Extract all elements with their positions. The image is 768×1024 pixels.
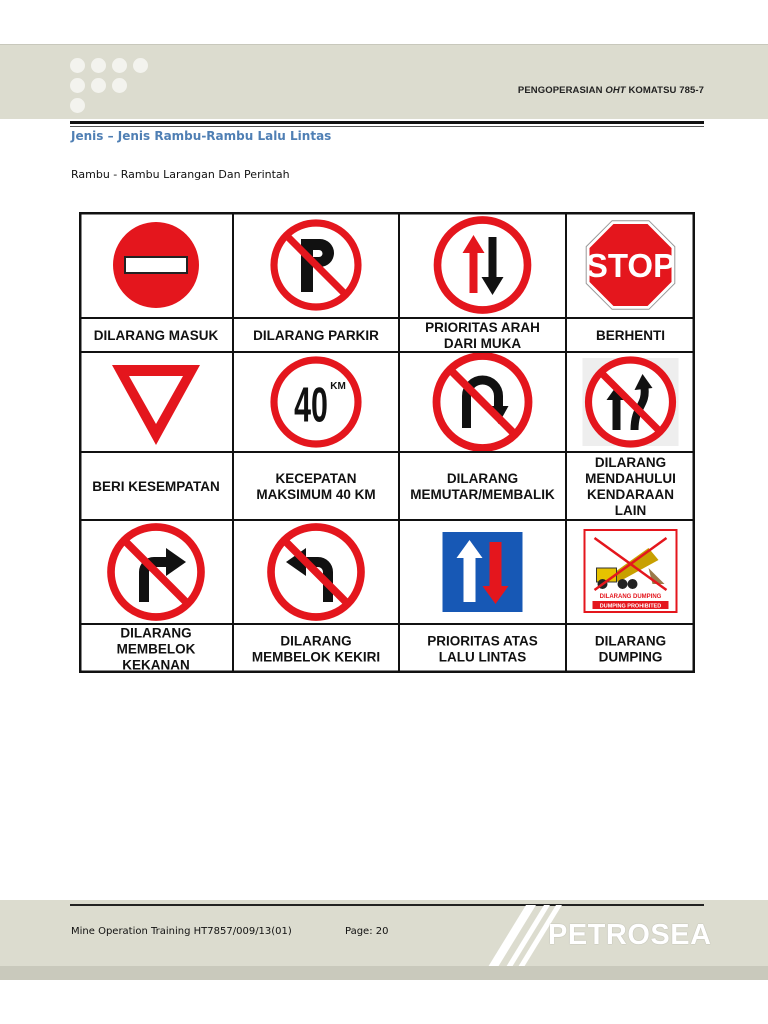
sign-label: BERHENTI	[595, 328, 666, 343]
sign-label: KEKANAN	[122, 657, 190, 673]
footer-band	[0, 966, 768, 980]
traffic-signs-table	[79, 212, 695, 673]
sign-label: KENDARAAN	[587, 487, 674, 502]
sign-cell-priority-over-oncoming	[427, 532, 538, 665]
speed-limit-icon	[274, 360, 358, 444]
footer-page-number: Page: 20	[345, 926, 389, 937]
speed-limit-unit: KM	[330, 381, 346, 392]
sign-cell-no-right-turn	[111, 527, 201, 673]
dumping-sign-text-en: DUMPING PROHIBITED	[599, 603, 662, 610]
no-right-turn-icon	[111, 527, 201, 617]
sign-label: LALU LINTAS	[438, 649, 527, 665]
document-title: PENGOPERASIAN OHT KOMATSU 785-7	[517, 85, 704, 96]
petrosea-logo: PETROSEA	[548, 919, 712, 951]
no-entry-icon	[113, 222, 199, 308]
no-left-turn-icon	[271, 527, 361, 617]
sign-label: PRIORITAS ATAS	[427, 633, 538, 649]
sign-label: DARI MUKA	[443, 336, 522, 351]
sign-label: DILARANG PARKIR	[253, 328, 379, 343]
no-dumping-icon	[585, 530, 677, 612]
priority-over-oncoming-icon	[443, 532, 523, 612]
sign-label: DILARANG	[446, 471, 519, 486]
page-heading: Jenis – Jenis Rambu-Rambu Lalu Lintas	[71, 129, 332, 143]
sign-label: MEMUTAR/MEMBALIK	[410, 487, 555, 502]
page-header	[0, 44, 768, 119]
stop-sign-text: STOP	[585, 247, 676, 284]
no-overtaking-icon	[583, 358, 679, 446]
sign-cell-oncoming-priority	[425, 220, 540, 351]
sign-label: PRIORITAS ARAH	[425, 320, 540, 335]
sign-label: DUMPING	[598, 649, 663, 665]
sign-label: DILARANG	[594, 455, 667, 470]
stop-sign-icon	[586, 221, 675, 310]
no-u-turn-icon	[437, 356, 529, 448]
dumping-sign-text: DILARANG DUMPING	[599, 594, 662, 600]
page-subheading: Rambu - Rambu Larangan Dan Perintah	[71, 168, 290, 181]
sign-label: BERI KESEMPATAN	[92, 479, 220, 494]
sign-label: KECEPATAN	[275, 471, 357, 486]
sign-label: LAIN	[614, 503, 647, 518]
footer-course-code: Mine Operation Training HT7857/009/13(01)	[71, 926, 292, 937]
sign-label: MAKSIMUM 40 KM	[256, 487, 376, 502]
sign-label: DILARANG	[120, 625, 192, 641]
speed-limit-value: 40	[294, 376, 328, 433]
sign-label: DILARANG	[280, 633, 352, 649]
sign-cell-no-dumping	[585, 530, 677, 665]
sign-label: DILARANG	[594, 633, 667, 649]
footer-rule	[70, 904, 704, 906]
oncoming-priority-icon	[438, 220, 528, 310]
no-parking-icon	[274, 223, 358, 307]
sign-label: MENDAHULUI	[585, 471, 676, 486]
sign-label: DILARANG MASUK	[93, 328, 219, 343]
sign-label: MEMBELOK	[116, 641, 196, 657]
header-rule	[70, 121, 704, 124]
sign-cell-no-overtaking	[583, 358, 679, 518]
page-top-margin	[0, 0, 768, 44]
header-rule-thin	[70, 126, 704, 127]
sign-label: MEMBELOK KEKIRI	[251, 649, 381, 665]
